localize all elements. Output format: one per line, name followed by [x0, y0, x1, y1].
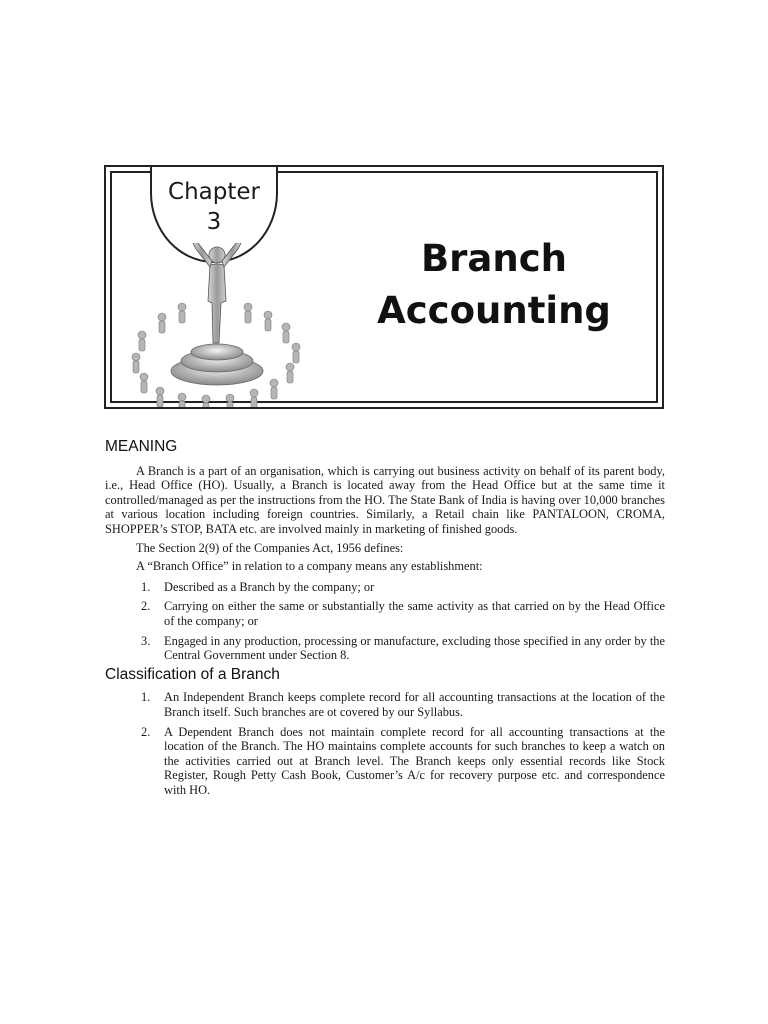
crowd-figure [132, 353, 140, 373]
chapter-title [352, 233, 636, 337]
branch-office-definition: A “Branch Office” in relation to a company means any establishment: [136, 559, 483, 574]
branch-classification-list [105, 690, 665, 797]
crowd-figure [226, 394, 234, 407]
list-item [105, 725, 665, 798]
list-item [105, 690, 665, 719]
crowd-figure [178, 393, 186, 407]
list-item-text: Carrying on either the same or substantially the same activity as that carried on by the Head Office of the company; or [164, 599, 665, 628]
central-figure [192, 243, 242, 343]
chapter-content [105, 440, 665, 802]
chapter-title-line2: Accounting [377, 289, 611, 332]
list-item-text: Engaged in any production, processing or manufacture, excluding those specified in any order by the Central Government under Section 8. [164, 633, 665, 663]
chapter-number: 3 [206, 209, 222, 235]
list-item-number: 1. [141, 690, 151, 705]
list-item [105, 580, 665, 595]
list-item [105, 599, 665, 628]
list-item-number: 2. [141, 599, 151, 614]
banner-inner-border [110, 171, 658, 403]
crowd-figure [270, 379, 278, 399]
crowd-figure [286, 363, 294, 383]
crowd-figure [264, 311, 272, 331]
list-item-text: A Dependent Branch does not maintain complete record for all accounting transactions at the location of the Branch. The HO maintains complete accounts for such branches to keep a watch on the activities carried out at Branch level. The Branch keeps only essential records like Stock Register, Rough Petty Cash Book, Customer’s A/c for recovery purpose etc. and correspondence with HO. [164, 724, 665, 797]
chapter-label: Chapter [168, 179, 260, 205]
list-item-number: 3. [141, 633, 151, 648]
chapter-title-line1: Branch [420, 237, 568, 280]
chapter-banner [104, 165, 664, 409]
crowd-figure [250, 389, 258, 407]
podium-top [191, 344, 243, 360]
branch-office-criteria-list [105, 580, 665, 663]
list-item-text: An Independent Branch keeps complete record for all accounting transactions at the location of the Branch itself. Such branches are ot covered by our Syllabus. [164, 690, 665, 719]
list-item-number: 2. [141, 724, 151, 739]
crowd-figure [292, 343, 300, 363]
crowd-figure [156, 387, 164, 407]
crowd-figure [140, 373, 148, 393]
crowd-figure [244, 303, 252, 323]
section-heading-classification: Classification of a Branch [105, 665, 280, 683]
crowd-figure [178, 303, 186, 323]
section-heading-meaning: MEANING [105, 438, 178, 455]
meaning-paragraph: A Branch is a part of an organisation, which is carrying out business activity on behalf of its parent body, i.e., Head Office (HO). Usually, a Branch is located away from the Head Office but at the same time it controlled/managed as per the instructions from the HO. The State Bank of India is having over 10,000 branches at various location including foreign countries. Similarly, a Retail chain like PANTALOON, CROMA, SHOPPER’s STOP, BATA etc. are involved mainly in marketing of finished goods. [105, 463, 665, 536]
crowd-figure [202, 395, 210, 407]
list-item-number: 1. [141, 579, 151, 594]
list-item-text: Described as a Branch by the company; or [164, 579, 375, 594]
crowd-figure [138, 331, 146, 351]
list-item [105, 634, 665, 663]
leader-figure-illustration [122, 243, 312, 407]
crowd-figure [282, 323, 290, 343]
companies-act-paragraph: The Section 2(9) of the Companies Act, 1956 defines: [136, 540, 404, 555]
crowd-figure [158, 313, 166, 333]
